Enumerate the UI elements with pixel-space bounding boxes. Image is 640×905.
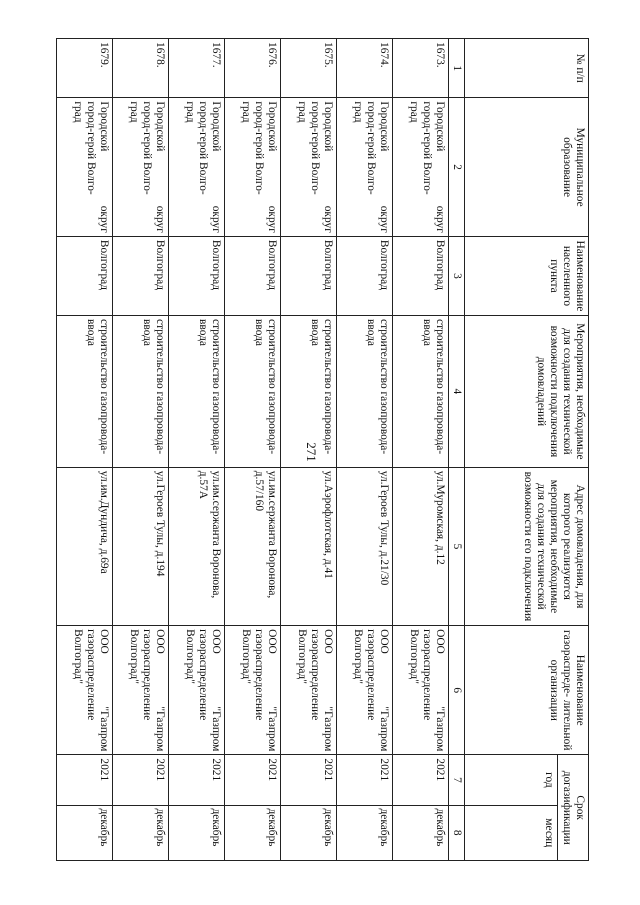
organization-text: газораспределение Волгоград" bbox=[184, 629, 209, 721]
organization-cell bbox=[169, 626, 225, 755]
address-cell: ул.им.сержанта Воронова, д.57А bbox=[169, 467, 225, 625]
organization-text: ООО bbox=[210, 629, 222, 654]
address-cell: ул.им.Дундича, д.69а bbox=[57, 467, 113, 625]
row-number: 1673. bbox=[393, 39, 449, 98]
settlement-cell: Волгоград bbox=[393, 236, 449, 315]
address-cell: ул.Героев Тулы, д.21/30 bbox=[337, 467, 393, 625]
row-number: 1674. bbox=[337, 39, 393, 98]
organization-text: "Газпром bbox=[266, 706, 278, 752]
municipality-text: Городской bbox=[98, 101, 110, 152]
organization-text: ООО bbox=[434, 629, 446, 654]
row-number: 1677. bbox=[169, 39, 225, 98]
municipality-text: Городской bbox=[322, 101, 334, 152]
measure-cell: строительство газопровода-ввода bbox=[225, 316, 281, 468]
year-cell: 2021 bbox=[337, 755, 393, 805]
organization-cell bbox=[337, 626, 393, 755]
organization-text: "Газпром bbox=[98, 706, 110, 752]
organization-text: газораспределение Волгоград" bbox=[352, 629, 377, 721]
organization-text: ООО bbox=[322, 629, 334, 654]
municipality-cell bbox=[393, 98, 449, 237]
address-cell: ул.Муромская, д.12 bbox=[393, 467, 449, 625]
rotated-table-container bbox=[66, 38, 589, 861]
organization-cell bbox=[113, 626, 169, 755]
table-row bbox=[113, 39, 169, 861]
month-cell: декабрь bbox=[281, 805, 337, 860]
address-cell: ул.им.сержанта Воронова, д.57/160 bbox=[225, 467, 281, 625]
col-number: 3 bbox=[449, 236, 465, 315]
year-cell: 2021 bbox=[225, 755, 281, 805]
municipality-text: Городской bbox=[210, 101, 222, 152]
table-row bbox=[169, 39, 225, 861]
year-cell: 2021 bbox=[393, 755, 449, 805]
measure-cell: строительство газопровода-ввода bbox=[113, 316, 169, 468]
organization-text: газораспределение Волгоград" bbox=[128, 629, 153, 721]
header-num: № п/п bbox=[465, 39, 589, 98]
organization-text: "Газпром bbox=[434, 706, 446, 752]
municipality-text: округ bbox=[266, 205, 278, 233]
settlement-cell: Волгоград bbox=[337, 236, 393, 315]
municipality-text: округ bbox=[98, 205, 110, 233]
month-cell: декабрь bbox=[393, 805, 449, 860]
row-number: 1678. bbox=[113, 39, 169, 98]
municipality-cell bbox=[113, 98, 169, 237]
municipality-text: Городской bbox=[266, 101, 278, 152]
settlement-cell: Волгоград bbox=[281, 236, 337, 315]
municipality-text: город-герой Волго- bbox=[141, 101, 153, 195]
municipality-text: город-герой Волго- bbox=[309, 101, 321, 195]
organization-text: газораспределение Волгоград" bbox=[408, 629, 433, 721]
header-settlement: Наименование населенного пункта bbox=[465, 236, 589, 315]
col-number: 8 bbox=[449, 805, 465, 860]
municipality-text: город-герой Волго- bbox=[85, 101, 97, 195]
header-municipality: Муниципальное образование bbox=[465, 98, 589, 237]
municipality-cell bbox=[225, 98, 281, 237]
table-row bbox=[57, 39, 113, 861]
organization-text: "Газпром bbox=[210, 706, 222, 752]
settlement-cell: Волгоград bbox=[57, 236, 113, 315]
col-number: 7 bbox=[449, 755, 465, 805]
row-number: 1676. bbox=[225, 39, 281, 98]
header-year: год bbox=[465, 755, 558, 805]
municipality-text: град bbox=[72, 101, 84, 123]
year-cell: 2021 bbox=[281, 755, 337, 805]
municipality-text: город-герой Волго- bbox=[253, 101, 265, 195]
year-cell: 2021 bbox=[169, 755, 225, 805]
col-number: 1 bbox=[449, 39, 465, 98]
organization-text: "Газпром bbox=[154, 706, 166, 752]
municipality-text: округ bbox=[378, 205, 390, 233]
address-cell: ул.Аэрофлотская, д.41 bbox=[281, 467, 337, 625]
organization-cell bbox=[281, 626, 337, 755]
month-cell: декабрь bbox=[337, 805, 393, 860]
table-row bbox=[225, 39, 281, 861]
municipality-text: град bbox=[240, 101, 252, 123]
organization-text: ООО bbox=[154, 629, 166, 654]
organization-text: "Газпром bbox=[378, 706, 390, 752]
municipality-text: город-герой Волго- bbox=[197, 101, 209, 195]
municipality-text: округ bbox=[434, 205, 446, 233]
table-row bbox=[337, 39, 393, 861]
page-number: 271 bbox=[304, 442, 319, 462]
municipality-cell bbox=[281, 98, 337, 237]
organization-text: газораспределение Волгоград" bbox=[296, 629, 321, 721]
row-number: 1675. bbox=[281, 39, 337, 98]
municipality-text: град bbox=[296, 101, 308, 123]
year-cell: 2021 bbox=[113, 755, 169, 805]
municipality-text: град bbox=[408, 101, 420, 123]
month-cell: декабрь bbox=[57, 805, 113, 860]
municipality-text: Городской bbox=[378, 101, 390, 152]
settlement-cell: Волгоград bbox=[113, 236, 169, 315]
table-row bbox=[393, 39, 449, 861]
header-term: Срок догазификации bbox=[558, 755, 589, 861]
municipality-text: город-герой Волго- bbox=[421, 101, 433, 195]
row-number: 1679. bbox=[57, 39, 113, 98]
measure-cell: строительство газопровода-ввода bbox=[169, 316, 225, 468]
municipality-cell bbox=[57, 98, 113, 237]
header-measures: Мероприятия, необходимые для создания технической возможности подключения домовладений bbox=[465, 316, 589, 468]
municipality-text: округ bbox=[210, 205, 222, 233]
municipality-cell bbox=[337, 98, 393, 237]
settlement-cell: Волгоград bbox=[169, 236, 225, 315]
municipality-cell bbox=[169, 98, 225, 237]
organization-text: газораспределение Волгоград" bbox=[240, 629, 265, 721]
col-number: 4 bbox=[449, 316, 465, 468]
organization-cell bbox=[393, 626, 449, 755]
organization-text: ООО bbox=[98, 629, 110, 654]
organization-text: газораспределение Волгоград" bbox=[72, 629, 97, 721]
header-org: Наименование газораспреде- лительной организации bbox=[465, 626, 589, 755]
measure-cell: строительство газопровода-ввода bbox=[337, 316, 393, 468]
municipality-text: град bbox=[128, 101, 140, 123]
measure-cell: строительство газопровода-ввода bbox=[393, 316, 449, 468]
organization-text: "Газпром bbox=[322, 706, 334, 752]
month-cell: декабрь bbox=[169, 805, 225, 860]
municipality-text: округ bbox=[322, 205, 334, 233]
address-cell: ул.Героев Тулы, д.194 bbox=[113, 467, 169, 625]
col-number: 5 bbox=[449, 467, 465, 625]
month-cell: декабрь bbox=[225, 805, 281, 860]
municipality-text: город-герой Волго- bbox=[365, 101, 377, 195]
month-cell: декабрь bbox=[113, 805, 169, 860]
measure-cell: строительство газопровода-ввода bbox=[57, 316, 113, 468]
organization-text: ООО bbox=[378, 629, 390, 654]
settlement-cell: Волгоград bbox=[225, 236, 281, 315]
organization-text: ООО bbox=[266, 629, 278, 654]
header-address: Адрес домовладения, для которого реализуются мероприятия, необходимые для создания технической возможности его подключения bbox=[465, 467, 589, 625]
municipality-text: округ bbox=[154, 205, 166, 233]
organization-cell bbox=[225, 626, 281, 755]
municipality-text: Городской bbox=[154, 101, 166, 152]
gasification-table bbox=[56, 38, 589, 861]
municipality-text: град bbox=[352, 101, 364, 123]
col-number: 6 bbox=[449, 626, 465, 755]
table-row bbox=[281, 39, 337, 861]
municipality-text: Городской bbox=[434, 101, 446, 152]
year-cell: 2021 bbox=[57, 755, 113, 805]
organization-cell bbox=[57, 626, 113, 755]
col-number: 2 bbox=[449, 98, 465, 237]
measure-cell: строительство газопровода-ввода bbox=[281, 316, 337, 468]
header-month: месяц bbox=[465, 805, 558, 860]
municipality-text: град bbox=[184, 101, 196, 123]
